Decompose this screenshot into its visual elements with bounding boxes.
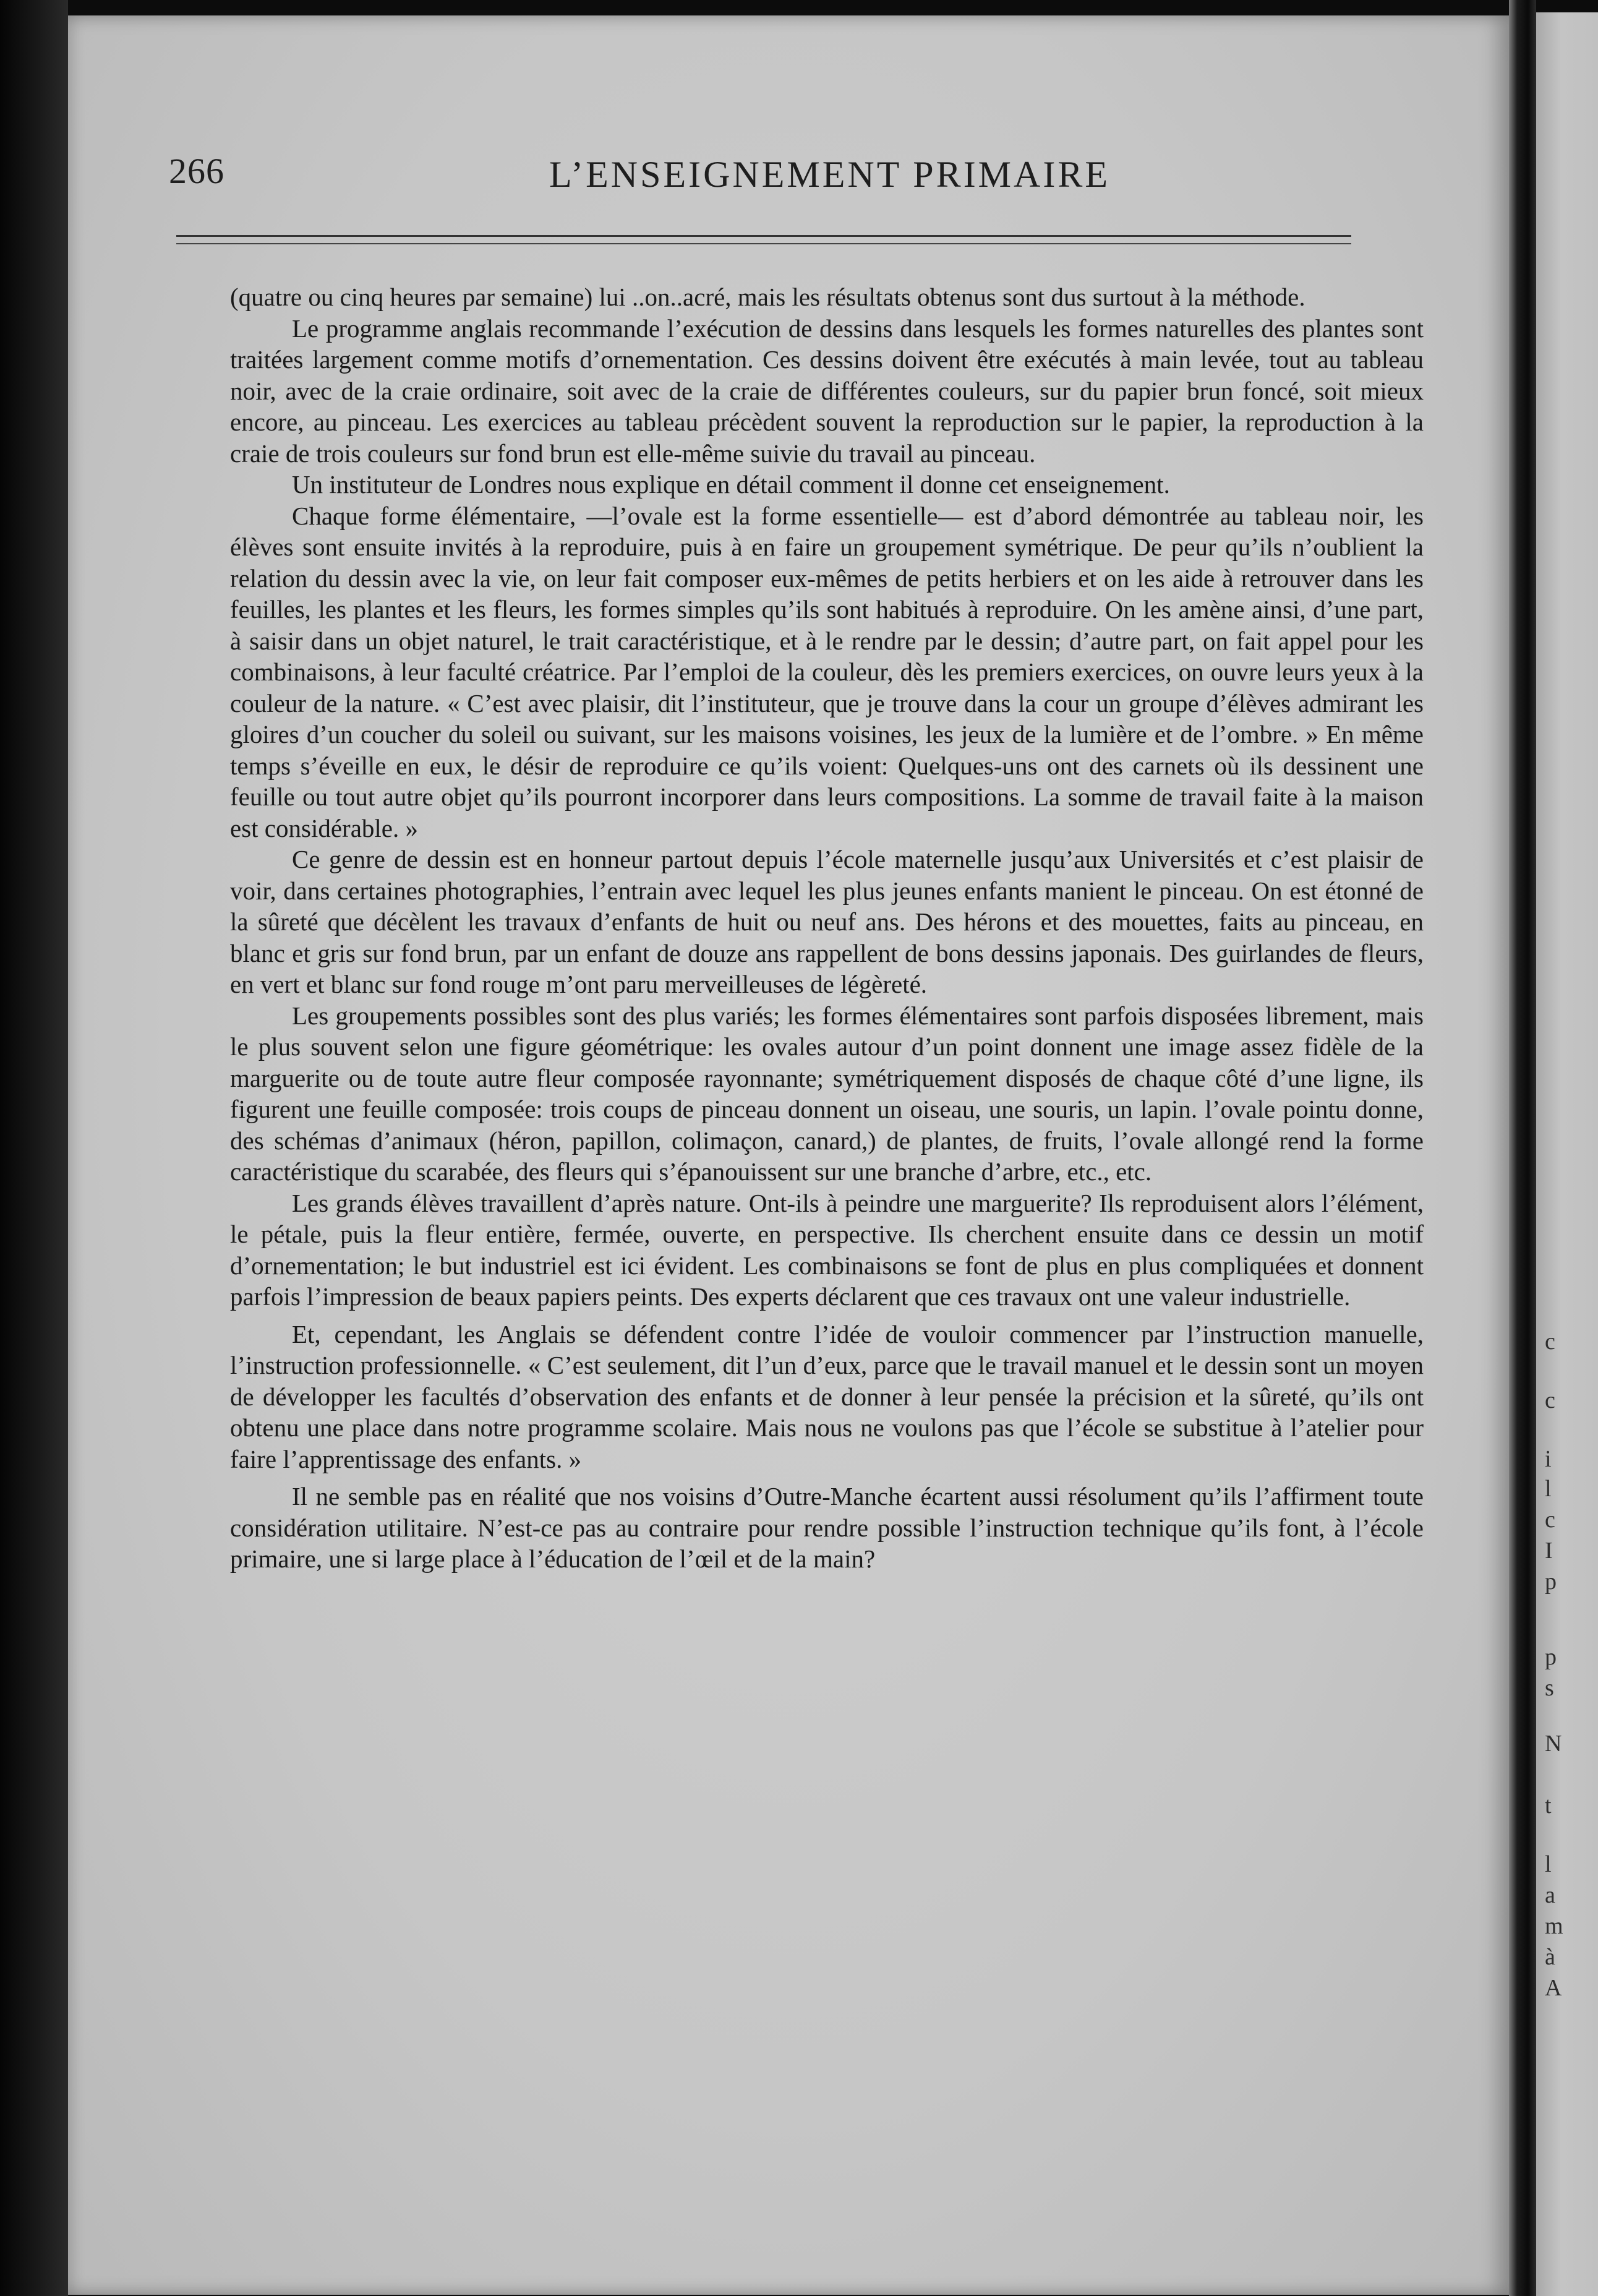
running-title: L’ENSEIGNEMENT PRIMAIRE bbox=[549, 154, 1111, 195]
adjacent-page-edge bbox=[1536, 12, 1598, 2296]
paragraph: Il ne semble pas en réalité que nos voisins d’Outre-Manche écartent aussi résolument qu’ils l’affirment toute considération utilitaire. N’est-ce pas au contraire pour rendre possible l’instruction technique qu’ils font, à l’école primaire, une si large place à l’éducation de l’œil et de la main? bbox=[230, 1482, 1424, 1573]
adjacent-page-fragment: p bbox=[1545, 1569, 1557, 1595]
paragraph: Chaque forme élémentaire, —l’ovale est la forme essentielle— est d’abord démontrée au tableau noir, les élèves sont ensuite invités à la reproduire, puis à en faire un groupement symétrique. De peur qu’ils n’oublient la relation du dessin avec la vie, on leur fait composer eux-mêmes de petits herbiers et on les aide à retrouver dans les feuilles, les plantes et les fleurs, les formes simples qu’ils sont habitués à reproduire. On les amène ainsi, d’une part, à saisir dans un objet naturel, le trait caractéristique, et à le rendre par le dessin; d’autre part, on fait appel pour les combinaisons, à leur faculté créatrice. Par l’emploi de la couleur, dès les premiers exercices, on ouvre leurs yeux à la couleur de la nature. « C’est avec plaisir, dit l’instituteur, que je trouve dans la cour un groupe d’élèves admirant les gloires d’un coucher du soleil ou suivant, sur les maisons voisines, les jeux de la lumière et de l’ombre. » En même temps s’éveille en eux, le désir de reproduire ce qu’ils voient: Quelques-uns ont des carnets où ils dessinent une feuille ou tout autre objet qu’ils pourront incorporer dans leurs compositions. La somme de travail faite à la maison est considérable. » bbox=[230, 501, 1424, 842]
paragraph: Les groupements possibles sont des plus variés; les formes élémentaires sont parfois disposées librement, mais le plus souvent selon une figure géométrique: les ovales autour d’un point donnent une image assez fidèle de la marguerite ou de toute autre fleur composée rayonnante; symétriquement disposés de chaque côté d’une ligne, ils figurent une feuille composée: trois coups de pinceau donnent un oiseau, une souris, un lapin. l’ovale pointu donne, des schémas d’animaux (héron, papillon, colimaçon, canard,) de plantes, de fruits, l’ovale allongé rend la forme caractéristique du scarabée, des fleurs qui s’épanouissent sur une branche d’arbre, etc., etc. bbox=[230, 1001, 1424, 1186]
header-rule bbox=[176, 235, 1351, 237]
paragraph: Ce genre de dessin est en honneur partout depuis l’école maternelle jusqu’aux Universités et c’est plaisir de voir, dans certaines photographies, l’entrain avec lequel les plus jeunes enfants manient le pinceau. On est étonné de la sûreté que décèlent les travaux d’enfants de huit ou neuf ans. Des hérons et des mouettes, faits au pinceau, en blanc et gris sur fond brun, par un enfant de douze ans rappellent de bons dessins japonais. Des guirlandes de fleurs, en vert et blanc sur fond rouge m’ont paru merveilleuses de légèreté. bbox=[230, 845, 1424, 998]
adjacent-page-fragment: p bbox=[1545, 1644, 1557, 1670]
adjacent-page-fragment: m bbox=[1545, 1913, 1563, 1939]
left-margin-shadow bbox=[0, 0, 68, 2296]
article-body bbox=[230, 281, 1424, 1575]
adjacent-page-fragment: a bbox=[1545, 1882, 1555, 1908]
adjacent-page-fragment: i bbox=[1545, 1446, 1552, 1472]
adjacent-page-fragment: c bbox=[1545, 1387, 1555, 1413]
adjacent-page-fragment: t bbox=[1545, 1793, 1552, 1818]
adjacent-page-fragment: I bbox=[1545, 1538, 1553, 1564]
paragraph: Le programme anglais recommande l’exécution de dessins dans lesquels les formes naturelles des plantes sont traitées largement comme motifs d’ornementation. Ces dessins doivent être exécutés à main levée, tout au tableau noir, avec de la craie ordinaire, soit avec de la craie de différentes couleurs, sur du papier brun foncé, soit mieux encore, au pinceau. Les exercices au tableau précèdent souvent la reproduction sur le papier, la reproduction à la craie de trois couleurs sur fond brun est elle-même suivie du travail au pinceau. bbox=[230, 314, 1424, 468]
adjacent-page-fragment: à bbox=[1545, 1944, 1555, 1970]
adjacent-page-fragment: l bbox=[1545, 1476, 1552, 1502]
header-rule-thin bbox=[176, 243, 1351, 244]
adjacent-page-fragment: A bbox=[1545, 1975, 1562, 2001]
adjacent-page-fragment: s bbox=[1545, 1675, 1554, 1701]
adjacent-page-fragment: c bbox=[1545, 1507, 1555, 1533]
book-binding bbox=[1509, 0, 1536, 2296]
adjacent-page-fragment: N bbox=[1545, 1731, 1562, 1757]
paragraph: (quatre ou cinq heures par semaine) lui ..on..acré, mais les résultats obtenus sont dus surtout à la méthode. bbox=[230, 283, 1305, 311]
paragraph: Un instituteur de Londres nous explique en détail comment il donne cet enseignement. bbox=[292, 470, 1170, 499]
paragraph: Et, cependant, les Anglais se défendent contre l’idée de vouloir commencer par l’instruction manuelle, l’instruction professionnelle. « C’est seulement, dit l’un d’eux, parce que le travail manuel et le dessin sont un moyen de développer les facultés d’observation des enfants et de donner à leur pensée la précision et la sûreté, qu’ils ont obtenu une place dans notre programme scolaire. Mais nous ne voulons pas que l’école se substitue à l’atelier pour faire l’apprentissage des enfants. » bbox=[230, 1319, 1424, 1473]
paragraph: Les grands élèves travaillent d’après nature. Ont-ils à peindre une marguerite? Ils reproduisent alors l’élément, le pétale, puis la fleur entière, fermée, ouverte, en perspective. Ils cherchent ensuite dans ce dessin un motif d’ornementation; le but industriel est ici évident. Les combinaisons se font de plus en plus compliquées et donnent parfois l’impression de beaux papiers peints. Des experts déclarent que ces travaux ont une valeur industrielle. bbox=[230, 1188, 1424, 1311]
adjacent-page-fragment: c bbox=[1545, 1329, 1555, 1355]
adjacent-page-fragment: l bbox=[1545, 1851, 1552, 1877]
page-number: 266 bbox=[169, 151, 224, 191]
